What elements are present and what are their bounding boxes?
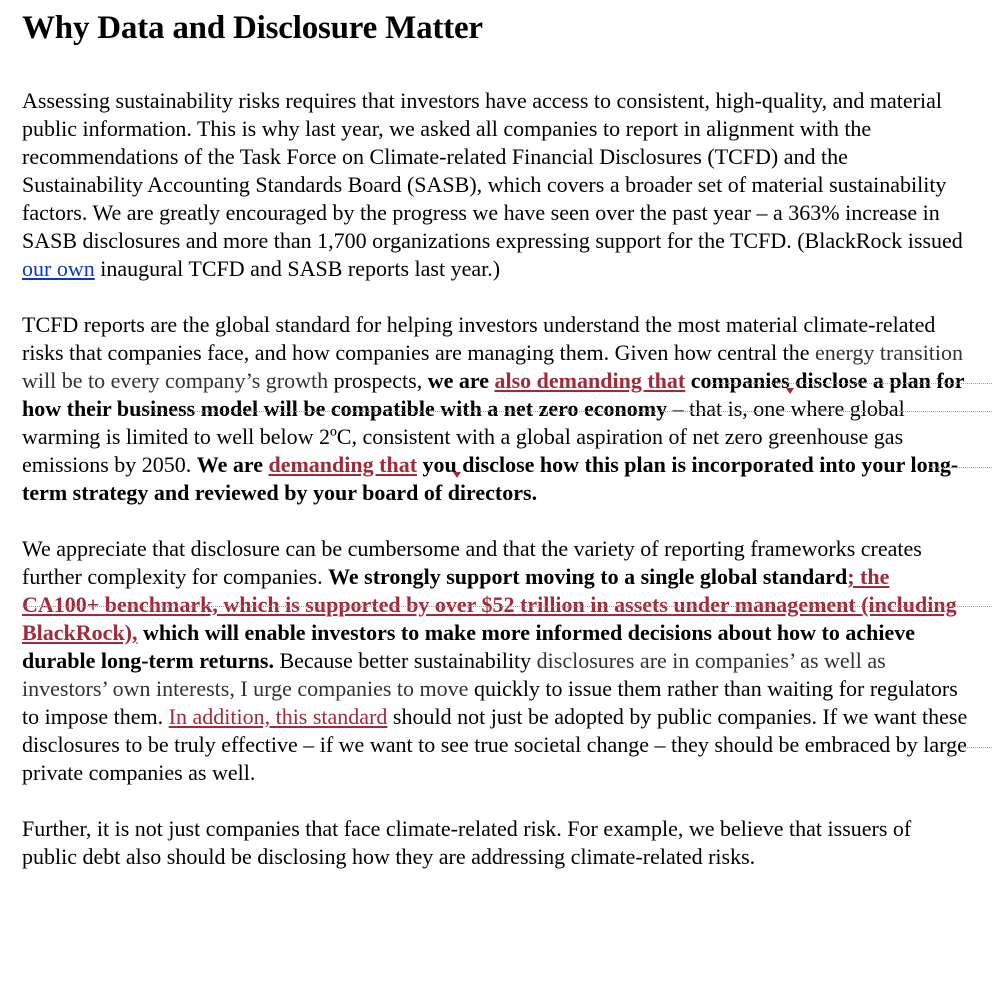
section-heading: Why Data and Disclosure Matter — [22, 10, 483, 46]
bold-text: We strongly support moving to a single global standard — [328, 564, 848, 589]
text: inaugural TCFD and SASB reports last year.) — [94, 256, 501, 281]
paragraph-single-standard — [22, 535, 970, 787]
text: prospects, — [328, 368, 428, 393]
bold-text: companies — [685, 368, 790, 393]
bold-text: disclose a plan for how their business model will be compatible with a net zero economy — [22, 368, 965, 421]
bold-text: We are — [196, 452, 269, 477]
text: quickly to issue them rather than waiting for regulators to impose them. — [22, 676, 958, 729]
text: disclosures are in companies’ as well as investors’ own interests, I urge companies to move — [22, 648, 886, 701]
text: should not just be adopted by public companies. If we want these disclosures to be truly effective – if we want to see true societal change – they should be embraced by large private companies as well. — [22, 704, 968, 785]
document-body — [22, 6, 970, 899]
text: TCFD reports are the global standard for helping investors understand the most material climate-related risks that companies face, and how companies are managing them. Given how central the — [22, 312, 936, 365]
text: Because better sustainability — [273, 648, 537, 673]
revision-leader-line — [930, 467, 992, 469]
text: We appreciate that disclosure can be cumbersome and that the variety of reporting frameworks creates further complexity for companies. — [22, 536, 922, 589]
paragraph-data-access — [22, 87, 970, 283]
paragraph-public-debt — [22, 815, 970, 871]
revision-leader-line — [960, 747, 992, 749]
bold-text: you — [417, 452, 457, 477]
bold-text: we are — [427, 368, 495, 393]
paragraph-tcfd — [22, 311, 970, 507]
revision-leader-line — [140, 411, 992, 413]
bold-text: which will enable investors to make more informed decisions about how to achieve durable long-term returns. — [22, 620, 916, 673]
text: Assessing sustainability risks requires that investors have access to consistent, high-quality, and material public information. This is why last year, we asked all companies to report in alignment with the recommendations of the Task Force on Climate-related Financial Disclosures (TCFD) and the Sustainability Accounting Standards Board (SASB), which covers a broader set of material sustainability factors. We are greatly encouraged by the progress we have seen over the past year – a 363% increase in SASB disclosures and more than 1,700 organizations expressing support for the TCFD. (BlackRock issued — [22, 88, 963, 253]
tracked-insertion[interactable]: In addition, this standard — [168, 704, 388, 729]
our-own-link[interactable]: our own — [22, 256, 95, 281]
text: energy transition will be to every company’s growth — [22, 340, 964, 393]
revision-leader-line — [710, 383, 992, 385]
text: Further, it is not just companies that face climate-related risk. For example, we believe that issuers of public debt also should be disclosing how they are addressing climate-related risks. — [22, 816, 912, 869]
tracked-insertion[interactable]: demanding that — [268, 452, 418, 477]
tracked-insertion[interactable]: also demanding that — [494, 368, 686, 393]
revision-leader-line — [22, 606, 992, 608]
tracked-insertion[interactable]: ; the CA100+ benchmark, which is supported by over $52 trillion in assets under management (including BlackRock), — [22, 564, 957, 645]
bold-text: disclose how this plan is incorporated into your long-term strategy and reviewed by your board of directors. — [22, 452, 959, 505]
text: – that is, one where global warming is limited to well below 2ºC, consistent with a global aspiration of net zero greenhouse gas emissions by 2050. — [22, 396, 905, 477]
